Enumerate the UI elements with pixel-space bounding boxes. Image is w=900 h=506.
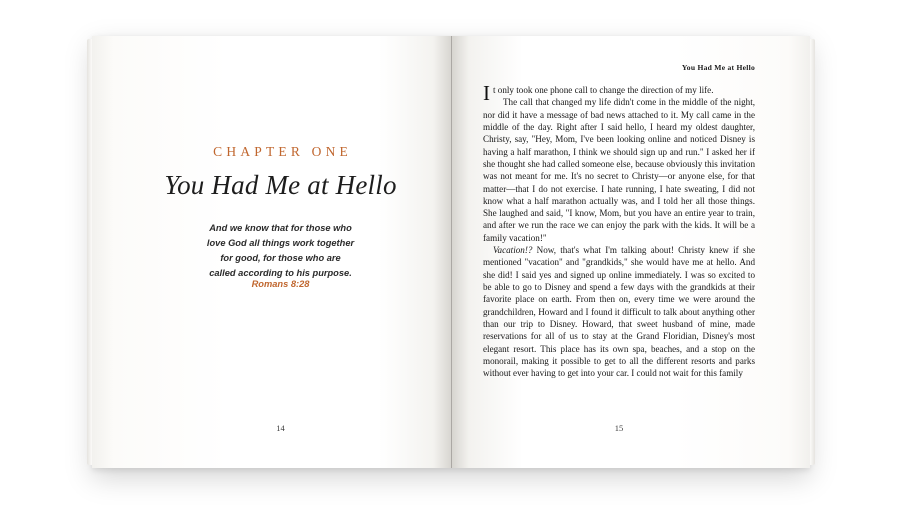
paragraph-third — [483, 244, 755, 379]
chapter-label: CHAPTER ONE — [213, 144, 352, 159]
paragraph-third-lead: Vacation!? — [493, 245, 533, 256]
body-column — [483, 81, 755, 380]
chapter-title: You Had Me at Hello — [164, 170, 397, 200]
paragraph-first — [483, 81, 755, 105]
drop-cap: I — [483, 81, 490, 105]
right-page — [451, 36, 810, 468]
left-page — [92, 36, 451, 468]
open-book — [92, 36, 810, 468]
page-edge-right — [810, 39, 815, 465]
epigraph-text: And we know that for those who love God all things work together for good, for those who are called according to his purpose. — [206, 223, 355, 279]
running-head: You Had Me at Hello — [681, 63, 755, 72]
paragraph-first-text: t only took one phone call to change the direction of my life. — [493, 85, 714, 95]
page-number-left: 14 — [276, 423, 285, 433]
book-gutter — [451, 36, 452, 468]
paragraph-second: The call that changed my life didn't come in the middle of the night, nor did it have a message of bad news attached to it. My call came in the middle of the day. Right after I said hello, I heard my oldest daughter, Christy, say, "Hey, Mom, I've been looking online and noticed Disney is having a half marathon, I think we should sign up and run." I asked her if she thought she had called someone else, because obviously this invitation was not meant for me. It's no secret to Christy—or anyone else, for that matter—that I do not exercise. I hate running, I hate sweating, I did not know what a half marathon actually was, and I told her all those things. She laughed and said, "I know, Mom, but you have an entire year to train, and after we run the race we can enjoy the park with the kids. It will be a family vacation!" — [483, 97, 755, 243]
paragraph-third-text: Now, that's what I'm talking about! Christy knew if she mentioned "vacation" and "grandkids," she would have me at hello. And she did! I said yes and signed up online immediately. I was so excited to be able to go to Disney and spend a few days with the grandkids at their favorite place on earth. From then on, every time we were around the grandchildren, Howard and I found it difficult to talk about anything other than our trip to Disney. Howard, that sweet husband of mine, made reservations for all of us to stay at the Grand Floridian, Disney's most elegant resort. This place has its own spa, beaches, and a stop on the monorail, making it possible to get to all the different resorts and parks without ever having to get into your car. I could not wait for this family — [483, 245, 755, 379]
epigraph-reference: Romans 8:28 — [251, 279, 310, 289]
page-number-right: 15 — [614, 423, 624, 433]
